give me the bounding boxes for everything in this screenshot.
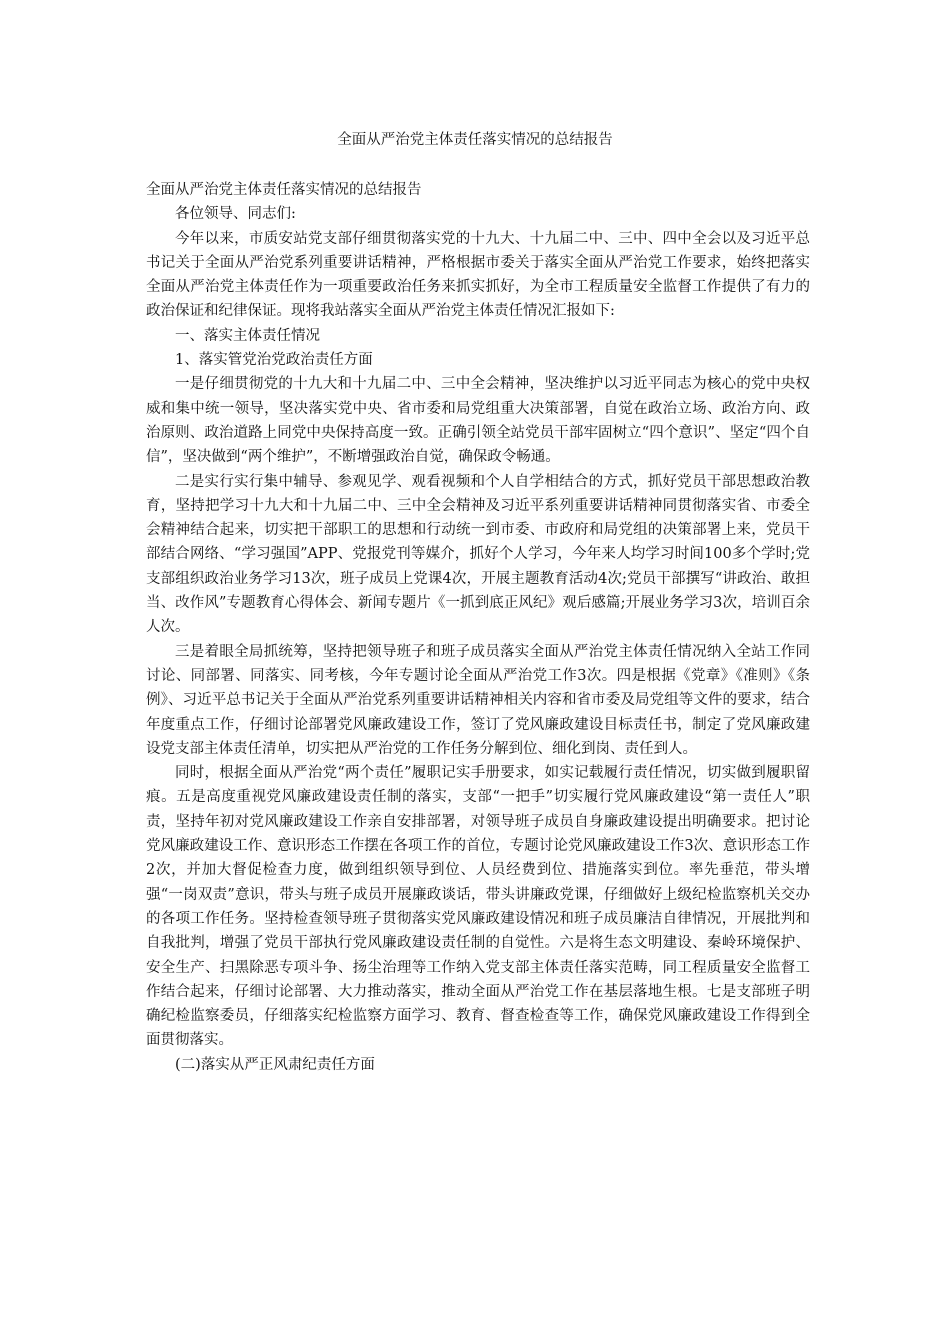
document-title: 全面从严治党主体责任落实情况的总结报告 bbox=[337, 132, 613, 148]
section-heading-1: 一、落实主体责任情况 bbox=[175, 327, 320, 344]
paragraph-point-3: 三是着眼全局抓统筹，坚持把领导班子和班子成员落实全面从严治党主体责任情况纳入全站工作同讨论、同部署、同落实、同考核，今年专题讨论全面从严治党工作3次。四是根据《党章》《准则》《条例》、习近平总书记关于全面从严治党系列重要讲话精神相关内容和省市委及局党组等文件的要求，结合年度重点工作，仔细讨论部署党风廉政建设工作，签订了党风廉政建设目标责任书，制定了党风廉政建设党支部主体责任清单，切实把从严治党的工作任务分解到位、细化到岗、责任到人。 bbox=[146, 643, 810, 757]
paragraph-intro: 今年以来，市质安站党支部仔细贯彻落实党的十九大、十九届二中、三中、四中全会以及习近平总书记关于全面从严治党系列重要讲话精神，严格根据市委关于落实全面从严治党工作要求，始终把落实全面从严治党主体责任作为一项重要政治任务来抓实抓好，为全市工程质量安全监督工作提供了有力的政治保证和纪律保证。现将我站落实全面从严治党主体责任情况汇报如下: bbox=[146, 230, 810, 320]
paragraph-point-5: 同时，根据全面从严治党“两个责任”履职记实手册要求，如实记载履行责任情况，切实做到履职留痕。五是高度重视党风廉政建设责任制的落实，支部“一把手”切实履行党风廉政建设“第一责任人”职责，坚持年初对党风廉政建设工作亲自安排部署，对领导班子成员自身廉政建设提出明确要求。把讨论党风廉政建设工作、意识形态工作摆在各项工作的首位，专题讨论党风廉政建设工作3次、意识形态工作2次，并加大督促检查力度，做到组织领导到位、人员经费到位、措施落实到位。率先垂范，带头增强“一岗双责”意识，带头与班子成员开展廉政谈话，带头讲廉政党课，仔细做好上级纪检监察机关交办的各项工作任务。坚持检查领导班子贯彻落实党风廉政建设情况和班子成员廉洁自律情况，开展批判和自我批判，增强了党员干部执行党风廉政建设责任制的自觉性。六是将生态文明建设、秦岭环境保护、安全生产、扫黑除恶专项斗争、扬尘治理等工作纳入党支部主体责任落实范畴，同工程质量安全监督工作结合起来，仔细讨论部署、大力推动落实，推动全面从严治党工作在基层落地生根。七是支部班子明确纪检监察委员，仔细落实纪检监察方面学习、教育、督查检查等工作，确保党风廉政建设工作得到全面贯彻落实。 bbox=[146, 765, 810, 1049]
paragraph-point-2: 二是实行实行集中辅导、参观见学、观看视频和个人自学相结合的方式，抓好党员干部思想政治教育，坚持把学习十九大和十九届二中、三中全会精神及习近平系列重要讲话精神同贯彻落实省、市委全会精神结合起来，切实把干部职工的思想和行动统一到市委、市政府和局党组的决策部署上来，党员干部结合网络、“学习强国”APP、党报党刊等媒介，抓好个人学习，今年来人均学习时间100多个学时;党支部组织政治业务学习13次，班子成员上党课4次，开展主题教育活动4次;党员干部撰写“讲政治、敢担当、改作风”专题教育心得体会、新闻专题片《一抓到底正风纪》观后感篇;开展业务学习3次，培训百余人次。 bbox=[146, 473, 810, 636]
document-body bbox=[146, 178, 810, 1077]
subsection-heading-1: 1、落实管党治党政治责任方面 bbox=[175, 352, 373, 369]
paragraph-point-1: 一是仔细贯彻党的十九大和十九届二中、三中全会精神，坚决维护以习近平同志为核心的党中央权威和集中统一领导，坚决落实党中央、省市委和局党组重大决策部署，自觉在政治立场、政治方向、政治原则、政治道路上同党中央保持高度一致。正确引领全站党员干部牢固树立“四个意识”、坚定“四个自信”，坚决做到“两个维护”，不断增强政治自觉，确保政令畅通。 bbox=[146, 376, 810, 466]
paragraph-salutation: 各位领导、同志们: bbox=[175, 206, 296, 223]
subsection-heading-2: (二)落实从严正风肃纪责任方面 bbox=[175, 1056, 375, 1073]
paragraph-heading: 全面从严治党主体责任落实情况的总结报告 bbox=[146, 182, 422, 198]
